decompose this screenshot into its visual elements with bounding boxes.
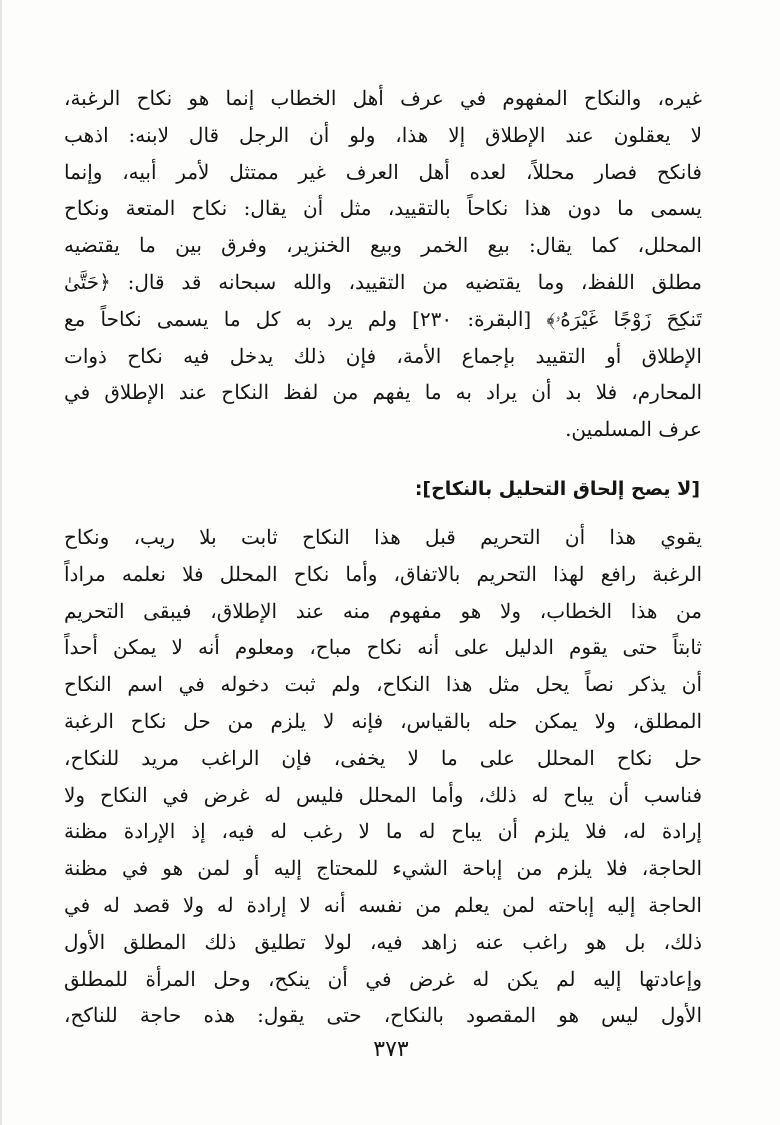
paragraph-2 — [64, 519, 702, 1034]
text-line: يقوي هذا أن التحريم قبل هذا النكاح ثابت بلا ريب، ونكاح — [64, 525, 702, 549]
text-line: ذلك، بل هو راغب عنه زاهد فيه، لولا تطليق ذلك المطلق الأول — [64, 929, 702, 954]
text-line: إرادة له، فلا يلزم أن يباح له ما لا رغب له فيه، إذ الإرادة مظنة — [64, 819, 702, 844]
text-line: المحارم، فلا بد أن يراد به ما يفهم من لفظ النكاح عند الإطلاق في — [64, 380, 702, 405]
text-line: فناسب أن يباح له ذلك، وأما المحلل فليس له غرض في النكاح ولا — [64, 782, 702, 807]
text-line: الرغبة رافع لهذا التحريم بالاتفاق، وأما نكاح المحلل فلا نعلمه مراداً — [64, 561, 702, 586]
text-line: فانكح فصار محللاً، لعده أهل العرف غير ممتثل لأمر أبيه، وإنما — [64, 159, 702, 184]
text-line: غيره، والنكاح المفهوم في عرف أهل الخطاب إنما هو نكاح الرغبة، — [64, 86, 702, 110]
paragraph-1 — [64, 80, 702, 448]
text-line: المطلق، ولا يمكن حله بالقياس، فإنه لا يلزم من حل نكاح الرغبة — [64, 708, 702, 733]
page-number: ٣٧٣ — [373, 1037, 409, 1062]
text-line: المحلل، كما يقال: بيع الخمر وبيع الخنزير، وفرق بين ما يقتضيه — [64, 233, 702, 258]
text-line: الحاجة، فلا يلزم من إباحة الشيء للمحتاج إليه أو لمن هو في مظنة — [64, 856, 702, 881]
text-line: يسمى ما دون هذا نكاحاً بالتقييد، مثل أن يقال: نكاح المتعة ونكاح — [64, 196, 702, 221]
text-line: الإطلاق أو التقييد بإجماع الأمة، فإن ذلك يدخل فيه نكاح ذوات — [64, 343, 702, 368]
text-line: أن يذكر نصاً يحل مثل هذا النكاح، ولم ثبت دخوله في اسم النكاح — [64, 672, 702, 697]
text-line: لا يعقلون عند الإطلاق إلا هذا، ولو أن الرجل قال لابنه: اذهب — [64, 122, 702, 147]
text-line: ثابتاً حتى يقوم الدليل على أنه نكاح مباح، ومعلوم أنه لا يمكن أحداً — [64, 635, 702, 660]
text-line: مطلق اللفظ، وما يقتضيه من التقييد، والله سبحانه قد قال: ﴿حَتَّىٰ — [64, 269, 702, 294]
section-heading: [لا يصح إلحاق التحليل بالنكاح]: — [414, 478, 700, 500]
text-line: حل نكاح المحلل على ما لا يخفى، فإن الراغب مريد للنكاح، — [64, 745, 702, 770]
text-line: تَنكِحَ زَوْجًا غَيْرَهُۥ﴾ [البقرة: ٢٣٠] ولم يرد به كل ما يسمى نكاحاً مع — [64, 306, 702, 331]
text-line: من هذا الخطاب، ولا هو مفهوم منه عند الإطلاق، فيبقى التحريم — [64, 598, 702, 623]
text-line: وإعادتها إليه لم يكن له غرض في أن ينكح، وحل المرأة للمطلق — [64, 966, 702, 991]
text-line: الأول ليس هو المقصود بالنكاح، حتى يقول: هذه حاجة للناكح، — [64, 1003, 702, 1028]
text-line: الحاجة إليه إباحته لمن يعلم من نفسه أنه لا إرادة له ولا قصد له في — [64, 892, 702, 917]
text-line: عرف المسلمين. — [565, 417, 702, 442]
